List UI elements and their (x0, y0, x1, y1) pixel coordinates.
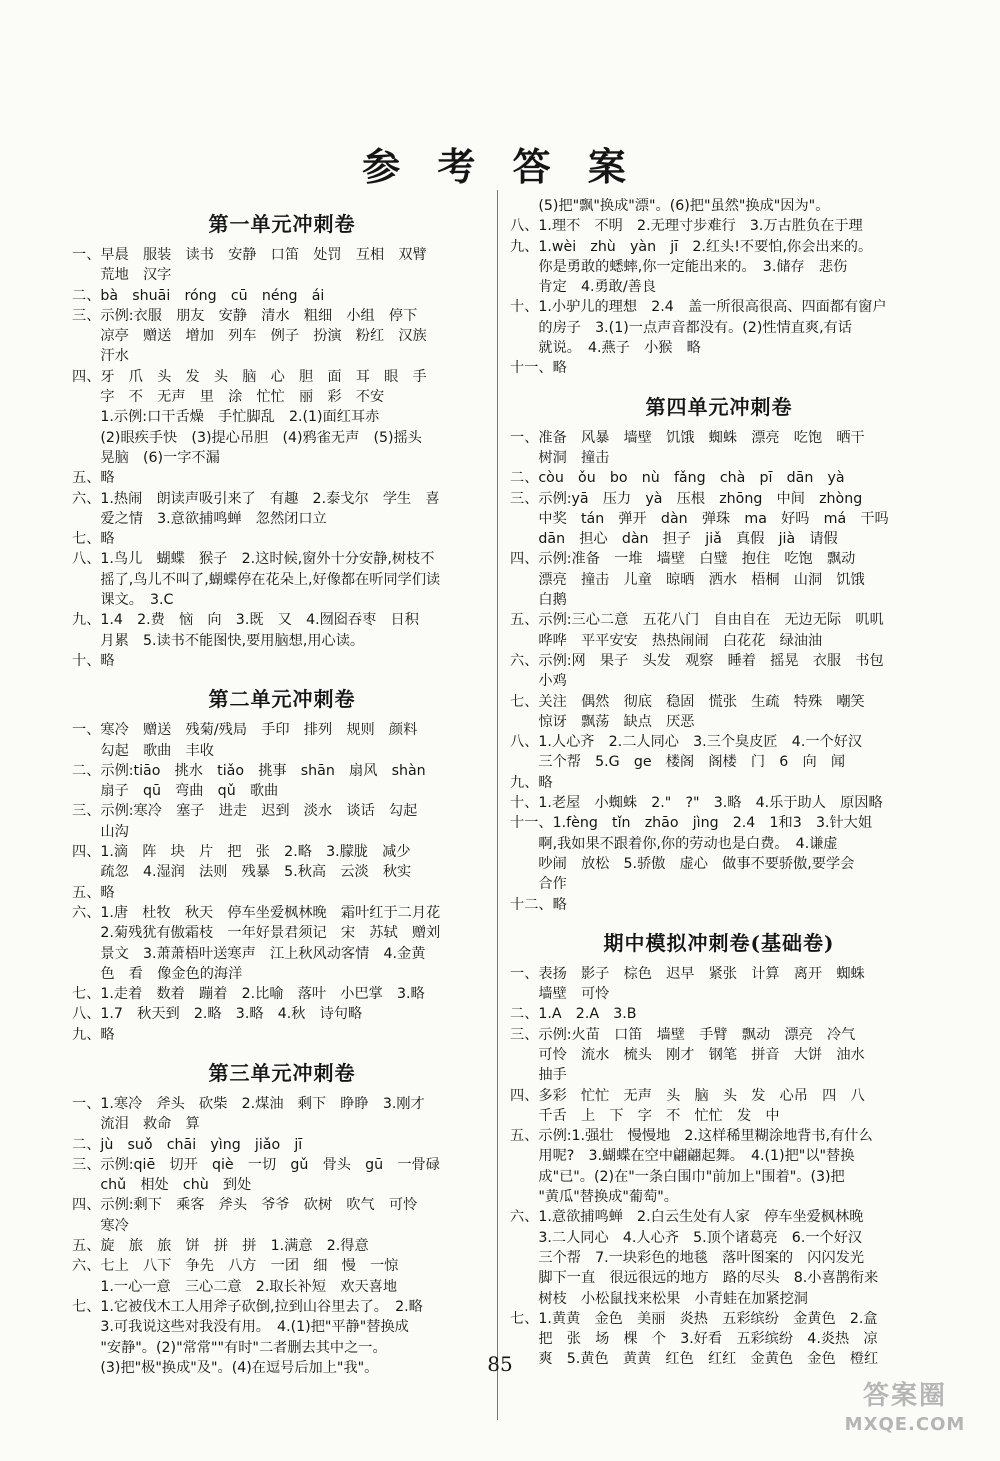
answer-line: 一、早晨 服装 读书 安静 口笛 处罚 互相 双臂 (72, 247, 427, 263)
answer-line: 可怜 流水 梳头 刚才 钢笔 拼音 大饼 油水 (510, 1046, 865, 1063)
page-number: 85 (487, 1352, 513, 1376)
answer-line: 六、1.热闹 朗读声吸引来了 有趣 2.泰戈尔 学生 喜 (72, 490, 440, 507)
column-divider (497, 190, 498, 1420)
answer-line: 脚下一直 很远很远的地方 路的尽头 8.小喜鹊衔来 (510, 1270, 879, 1287)
answer-line: 抽手 (510, 1067, 567, 1084)
answer-line: 小鸡 (510, 673, 567, 690)
answer-line: 凉亭 赠送 增加 列车 例子 扮演 粉红 汉族 (72, 328, 427, 345)
answer-line: 景文 3.萧萧梧叶送寒声 江上秋风动客情 4.金黄 (72, 945, 426, 962)
answer-line: 八、1.人心齐 2.二人同心 3.三个臭皮匠 4.一个好汉 (510, 734, 863, 751)
answer-line: "安静"。(2)"常常""有时"二者删去其中之一。 (72, 1339, 387, 1356)
answer-line: 九、略 (510, 774, 553, 791)
answer-line: 肯定 4.勇敢/善良 (510, 279, 657, 296)
answer-line: (2)眼疾手快 (3)提心吊胆 (4)鸦雀无声 (5)摇头 (72, 429, 422, 446)
answer-line: 一、准备 风暴 墙壁 饥饿 蜘蛛 漂亮 吃饱 晒干 (510, 429, 865, 446)
answer-line: 字 不 无声 里 涂 忙忙 丽 彩 不安 (72, 389, 385, 406)
answer-line: 啊,我如果不跟着你,你的劳动也是白费。 4.谦虚 (510, 835, 838, 852)
answer-line: 十、1.小驴儿的理想 2.4 盖一所很高很高、四面都有窗户 (510, 299, 887, 316)
answer-line: 千舌 上 下 字 不 忙忙 发 中 (510, 1107, 780, 1124)
answer-line: 六、示例:网 果子 头发 观察 睡着 摇晃 衣服 书包 (510, 652, 884, 669)
answer-line: 三、示例:火苗 口笛 墙壁 手臂 飘动 漂亮 冷气 (510, 1026, 856, 1043)
answer-line: 惊讶 飘荡 缺点 厌恶 (510, 713, 695, 730)
answer-line: 四、示例:准备 一堆 墙壁 白璧 抱住 吃饱 飘动 (510, 551, 856, 568)
answer-line: 爱之情 3.意欲捕鸣蝉 忽然闭口立 (72, 510, 327, 527)
answer-line: 四、牙 爪 头 发 头 脑 心 胆 面 耳 眼 手 (72, 368, 427, 385)
answer-line: 一、表扬 影子 棕色 迟早 紧张 计算 离开 蜘蛛 (510, 965, 865, 982)
answer-line: 荒地 汉字 (72, 267, 172, 284)
answer-line: 3.可我说这些对我没有用。 4.(1)把"平静"替换成 (72, 1319, 409, 1336)
watermark-url: MXQE.COM (844, 1414, 966, 1435)
answer-line: 摇了,鸟儿不叫了,蝴蝶停在花朵上,好像都在听同学们读 (72, 571, 441, 588)
answer-line: 勾起 歌曲 丰收 (72, 742, 214, 759)
answer-line: 一、1.寒冷 斧头 砍柴 2.煤油 剩下 睁睁 3.刚才 (72, 1095, 425, 1112)
watermark-text: 答案圈 (862, 1381, 947, 1411)
page-title: 参 考 答 案 (362, 144, 638, 189)
answer-line: 疏忽 4.湿润 法则 残暴 5.秋高 云淡 秋实 (72, 864, 412, 881)
answer-line: 1.示例:口干舌燥 手忙脚乱 2.(1)面红耳赤 (72, 409, 380, 426)
answer-line: 月累 5.读书不能图快,要用脑想,用心读。 (72, 632, 365, 649)
answer-line: 二、bà shuāi róng cū néng ái (72, 287, 325, 304)
answer-line: 三个帮 7.一块彩色的地毯 落叶图案的 闪闪发光 (510, 1249, 865, 1266)
answer-line: 五、旋 旅 旅 饼 拼 拼 1.满意 2.得意 (72, 1238, 369, 1255)
answer-line: 五、略 (72, 470, 115, 487)
answer-line: 白鹅 (510, 592, 567, 609)
answer-line: 漂亮 撞击 儿童 晾晒 洒水 梧桐 山洞 饥饿 (510, 571, 865, 588)
answer-line: 七、1.它被伐木工人用斧子砍倒,拉到山谷里去了。 2.略 (72, 1298, 423, 1315)
answer-line: 树洞 撞击 (510, 449, 610, 466)
answer-line: 九、1.4 2.费 恼 向 3.既 又 4.囫囵吞枣 日积 (72, 612, 419, 629)
answer-line: 二、còu ǒu bo nù fǎng chà pī dān yà (510, 470, 845, 487)
answer-line: 流泪 救命 算 (72, 1116, 200, 1133)
section-heading: 第二单元冲刺卷 (208, 687, 356, 712)
answer-line: 四、多彩 忙忙 无声 头 脑 头 发 心吊 四 八 (510, 1087, 865, 1104)
answer-line: 课文。 3.C (72, 592, 174, 609)
answer-line: 三、示例:衣服 朋友 安静 清水 粗细 小组 停下 (72, 307, 418, 324)
answer-line: 五、示例:1.强壮 慢慢地 2.这样稀里糊涂地背书,有什么 (510, 1128, 873, 1145)
answer-line: chǔ 相处 chù 到处 (72, 1177, 252, 1194)
answer-line: (5)把"飘"换成"漂"。(6)把"虽然"换成"因为"。 (510, 198, 830, 214)
answer-line: 汗水 (72, 348, 129, 365)
answer-line: (3)把"极"换成"及"。(4)在逗号后加上"我"。 (72, 1359, 379, 1376)
answer-line: 五、略 (72, 884, 115, 901)
answer-line: 山沟 (72, 823, 129, 840)
answer-line: 三、示例:qiē 切开 qiè 一切 gǔ 骨头 gū 一骨碌 (72, 1156, 440, 1173)
answer-line: 八、1.7 秋天到 2.略 3.略 4.秋 诗句略 (72, 1006, 363, 1023)
answer-line: 八、1.鸟儿 蝴蝶 猴子 2.这时候,窗外十分安静,树枝不 (72, 551, 435, 568)
answer-line: 树枝 小松鼠找来松果 小青蛙在加紧挖洞 (510, 1290, 808, 1307)
answer-line: 三个帮 5.G ge 楼阁 阁楼 门 6 向 闻 (510, 754, 846, 771)
answer-line: 十二、略 (510, 896, 567, 913)
answer-line: 的房子 3.(1)一点声音都没有。(2)性情直爽,有话 (510, 319, 852, 336)
section-heading: 期中模拟冲刺卷(基础卷) (603, 930, 835, 955)
answer-line: 八、1.理不 不明 2.无理寸步难行 3.万古胜负在于理 (510, 218, 863, 235)
answer-line: 扇子 qū 弯曲 qǔ 歌曲 (72, 783, 279, 800)
answer-line: 三、示例:寒冷 塞子 进走 迟到 淡水 谈话 勾起 (72, 803, 418, 820)
answer-line: 就说。 4.燕子 小猴 略 (510, 340, 701, 357)
left-column (72, 196, 492, 1378)
answer-line: 九、1.wèi zhù yàn jī 2.红头!不要怕,你会出来的。 (510, 238, 873, 255)
answer-line: 十、略 (72, 652, 115, 669)
answer-line: 九、略 (72, 1026, 115, 1043)
answer-line: 七、1.黄黄 金色 美丽 炎热 五彩缤纷 金黄色 2.盒 (510, 1310, 878, 1327)
answer-line: 一、寒冷 赠送 残菊/残局 手印 排列 规则 颜料 (72, 722, 418, 739)
answer-line: 七、关注 偶然 彻底 稳固 慌张 生疏 特殊 嘲笑 (510, 693, 865, 710)
answer-line: 中奖 tán 弹开 dàn 弹珠 ma 好吗 má 干吗 (510, 510, 889, 527)
answer-line: 六、1.意欲捕鸣蝉 2.白云生处有人家 停车坐爱枫林晚 (510, 1209, 864, 1226)
answer-line: 五、示例:三心二意 五花八门 自由自在 无边无际 叽叽 (510, 612, 884, 629)
answer-line: 四、1.滴 阵 块 片 把 张 2.略 3.朦胧 减少 (72, 844, 411, 861)
answer-line: 六、1.唐 杜牧 秋天 停车坐爱枫林晚 霜叶红于二月花 (72, 904, 441, 921)
answer-line: 2.菊残犹有傲霜枝 一年好景君须记 宋 苏轼 赠刘 (72, 925, 441, 942)
answer-line: 1.一心一意 三心二意 2.取长补短 欢天喜地 (72, 1278, 398, 1295)
answer-line: 墙壁 可怜 (510, 986, 610, 1003)
answer-line: 二、1.A 2.A 3.B (510, 1006, 637, 1023)
answer-line: 色 看 像金色的海洋 (72, 965, 243, 982)
answer-line: 十、1.老屋 小蜘蛛 2." ?" 3.略 4.乐于助人 原因略 (510, 795, 883, 812)
answer-line: 二、示例:tiāo 挑水 tiǎo 挑事 shān 扇风 shàn (72, 762, 426, 779)
section-heading: 第四单元冲刺卷 (645, 394, 793, 419)
answer-line: 吵闹 放松 5.骄傲 虚心 做事不要骄傲,要学会 (510, 855, 855, 872)
answer-line: 十一、略 (510, 360, 567, 377)
answer-line: 四、示例:剩下 乘客 斧头 爷爷 砍树 吹气 可怜 (72, 1197, 418, 1214)
answer-line: 成"已"。(2)在"一条白围巾"前加上"围着"。(3)把 (510, 1168, 845, 1185)
answer-line: 六、七上 八下 争先 八方 一团 细 慢 一惊 (72, 1258, 399, 1275)
answer-line: dān 担心 dàn 担子 jiǎ 真假 jià 请假 (510, 531, 838, 548)
answer-line: 哗哗 平平安安 热热闹闹 白花花 绿油油 (510, 632, 823, 649)
answer-line: 爽 5.黄色 黄黄 红色 红红 金黄色 金色 橙红 (510, 1351, 879, 1368)
answer-line: 寒冷 (72, 1217, 129, 1234)
answer-line: 七、1.走着 数着 蹦着 2.比喻 落叶 小巴掌 3.略 (72, 986, 425, 1003)
watermark (820, 1375, 990, 1455)
section-heading: 第一单元冲刺卷 (208, 212, 356, 236)
answer-line: 把 张 场 棵 个 3.好看 五彩缤纷 4.炎热 凉 (510, 1331, 878, 1348)
answer-line: 你是勇敢的蟋蟀,你一定能出来的。 3.储存 悲伤 (510, 258, 848, 275)
answer-line: 七、略 (72, 531, 115, 548)
answer-line: "黄瓜"替换成"葡萄"。 (510, 1189, 678, 1206)
answer-line: 用呢? 3.蝴蝶在空中翩翩起舞。 4.(1)把"以"替换 (510, 1148, 855, 1165)
answer-line: 二、jù suǒ chāi yìng jiǎo jī (72, 1136, 303, 1153)
right-column (510, 196, 928, 1370)
answer-line: 合作 (510, 876, 567, 893)
answer-line: 三、示例:yā 压力 yà 压根 zhōng 中间 zhòng (510, 490, 863, 507)
section-heading: 第三单元冲刺卷 (208, 1060, 356, 1085)
answer-line: 3.二人同心 4.人心齐 5.顶个诸葛亮 6.一个好汉 (510, 1229, 863, 1246)
answer-line: 晃脑 (6)一字不漏 (72, 449, 220, 466)
answer-line: 十一、1.fèng tǐn zhāo jìng 2.4 1和3 3.针大姐 (510, 815, 873, 832)
